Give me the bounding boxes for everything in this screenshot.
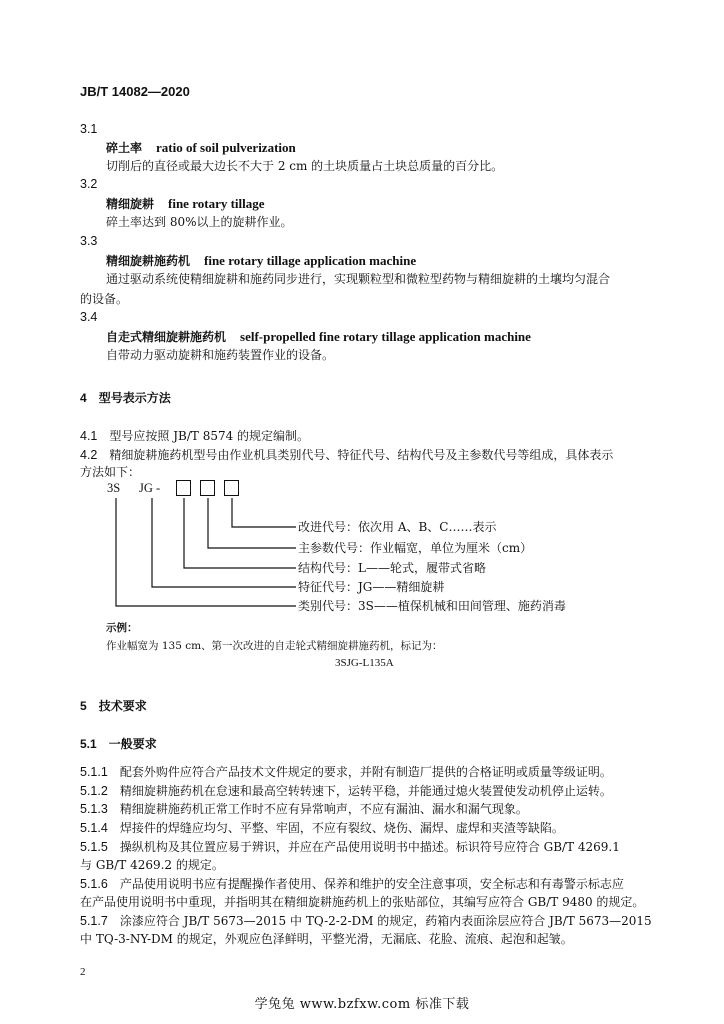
model-prefix-category: 3S bbox=[107, 481, 121, 495]
leader-line-main-parameter bbox=[208, 498, 296, 548]
requirement-5-1-6-line1 bbox=[80, 875, 624, 894]
requirement-number: 5.1.5 bbox=[80, 840, 108, 854]
site-watermark-footer: 学兔兔 www.bzfxw.com 标准下载 bbox=[254, 997, 470, 1012]
clause-text: 精细旋耕施药机型号由作业机具类别代号、特征代号、结构代号及主参数代号等组成，具体表示 bbox=[109, 448, 614, 462]
requirement-number: 5.1.4 bbox=[80, 821, 108, 835]
section-heading bbox=[80, 697, 147, 714]
term-number: 3.4 bbox=[80, 310, 98, 324]
requirement-5-1-4 bbox=[80, 819, 564, 838]
requirement-text: 配套外购件应符合产品技术文件规定的要求，并附有制造厂提供的合格证明或质量等级证明。 bbox=[119, 765, 612, 779]
model-label-improvement: 改进代号：依次用 A、B、C……表示 bbox=[298, 520, 497, 534]
subsection-heading bbox=[80, 735, 157, 752]
term-definition: 自带动力驱动旋耕和施药装置作业的设备。 bbox=[106, 348, 335, 362]
term-definition-line1: 通过驱动系统使精细旋耕和施药同步进行，实现颗粒型和微粒型药物与精细旋耕的土壤均匀混合 bbox=[106, 272, 611, 286]
clause-text: 型号应按照 JB/T 8574 的规定编制。 bbox=[109, 429, 310, 443]
term-zh: 自走式精细旋耕施药机 bbox=[106, 330, 227, 344]
term-zh: 精细旋耕施药机 bbox=[106, 254, 191, 268]
requirement-5-1-2 bbox=[80, 782, 612, 801]
model-label-structure: 结构代号：L——轮式，履带式省略 bbox=[298, 561, 486, 575]
subsection-number: 5.1 bbox=[80, 737, 97, 751]
requirement-text: 涂漆应符合 JB/T 5673—2015 中 TQ-2-2-DM 的规定，药箱内表面涂层应符合 JB/T 5673—2015 bbox=[119, 914, 652, 928]
requirement-number: 5.1.6 bbox=[80, 877, 108, 891]
model-label-category: 类别代号：3S——植保机械和田间管理、施药消毒 bbox=[298, 599, 566, 613]
term-en: ratio of soil pulverization bbox=[156, 140, 296, 155]
model-prefix-feature: JG - bbox=[139, 481, 161, 495]
section-number: 5 bbox=[80, 699, 87, 713]
requirement-5-1-5-line1 bbox=[80, 838, 620, 857]
requirement-text: 焊接件的焊缝应均匀、平整、牢固，不应有裂纹、烧伤、漏焊、虚焊和夹渣等缺陷。 bbox=[119, 821, 564, 835]
leader-line-category bbox=[116, 498, 296, 606]
example-text: 作业幅宽为 135 cm、第一次改进的自走轮式精细旋耕施药机，标记为： bbox=[106, 640, 443, 652]
section-title: 型号表示方法 bbox=[98, 391, 171, 405]
clause-number: 4.2 bbox=[80, 448, 98, 462]
requirement-5-1-7-line1 bbox=[80, 912, 652, 931]
term-definition: 碎土率达到 80%以上的旋耕作业。 bbox=[106, 215, 293, 229]
requirement-5-1-1 bbox=[80, 763, 612, 782]
example-label: 示例： bbox=[106, 622, 138, 634]
leader-line-structure bbox=[184, 498, 296, 568]
requirement-number: 5.1.2 bbox=[80, 784, 108, 798]
standard-header: JB/T 14082—2020 bbox=[80, 84, 190, 99]
section-number: 4 bbox=[80, 391, 87, 405]
term-number: 3.3 bbox=[80, 234, 98, 248]
requirement-text: 产品使用说明书应有提醒操作者使用、保养和维护的安全注意事项，安全标志和有毒警示标志应 bbox=[119, 877, 624, 891]
term-zh: 碎土率 bbox=[106, 141, 143, 155]
term-number: 3.2 bbox=[80, 177, 98, 191]
requirement-5-1-3 bbox=[80, 800, 528, 819]
subsection-title: 一般要求 bbox=[108, 737, 157, 751]
clause-number: 4.1 bbox=[80, 429, 98, 443]
term-number: 3.1 bbox=[80, 122, 98, 136]
requirement-number: 5.1.7 bbox=[80, 914, 108, 928]
leader-line-feature bbox=[152, 498, 296, 587]
term-definition-line2: 的设备。 bbox=[80, 292, 129, 306]
term-en: fine rotary tillage bbox=[168, 196, 265, 211]
model-label-feature: 特征代号：JG——精细旋耕 bbox=[298, 580, 445, 594]
requirement-5-1-6-line2: 在产品使用说明书中重现，并指明其在精细旋耕施药机上的张贴部位，其编写应符合 GB/T 9480 的规定。 bbox=[80, 895, 645, 909]
clause-4-2-line2: 方法如下： bbox=[80, 465, 141, 479]
page-number: 2 bbox=[80, 966, 86, 978]
term-zh: 精细旋耕 bbox=[106, 197, 155, 211]
section-title: 技术要求 bbox=[98, 699, 147, 713]
leader-line-improvement bbox=[232, 498, 296, 527]
requirement-number: 5.1.1 bbox=[80, 765, 108, 779]
requirement-text: 精细旋耕施药机正常工作时不应有异常响声，不应有漏油、漏水和漏气现象。 bbox=[119, 802, 528, 816]
example-code: 3SJG-L135A bbox=[335, 657, 394, 669]
requirement-5-1-5-line2: 与 GB/T 4269.2 的规定。 bbox=[80, 858, 224, 872]
requirement-5-1-7-line2: 中 TQ-3-NY-DM 的规定，外观应色泽鲜明，平整光滑，无漏底、花脸、流痕、起泡和起皱。 bbox=[80, 932, 573, 946]
term-en: self-propelled fine rotary tillage application machine bbox=[240, 329, 531, 344]
term-definition: 切削后的直径或最大边长不大于 2 cm 的土块质量占土块总质量的百分比。 bbox=[106, 159, 504, 173]
requirement-text: 精细旋耕施药机在怠速和最高空转转速下，运转平稳，并能通过熄火装置使发动机停止运转。 bbox=[119, 784, 612, 798]
model-label-main-parameter: 主参数代号：作业幅宽，单位为厘米（cm） bbox=[298, 541, 533, 555]
requirement-number: 5.1.3 bbox=[80, 802, 108, 816]
requirement-text: 操纵机构及其位置应易于辨识，并应在产品使用说明书中描述。标识符号应符合 GB/T 4269.1 bbox=[119, 840, 620, 854]
term-en: fine rotary tillage application machine bbox=[204, 253, 417, 268]
